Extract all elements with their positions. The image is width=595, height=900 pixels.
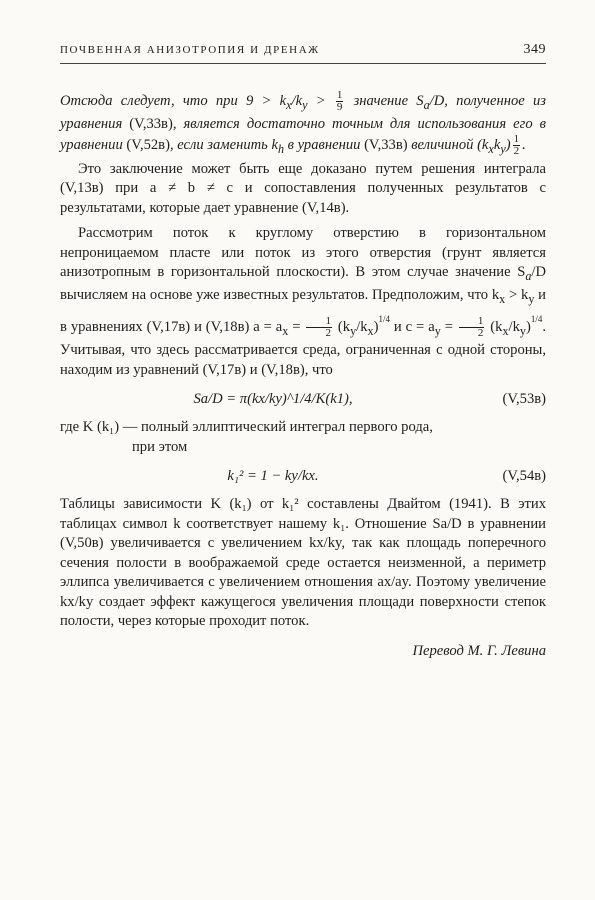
equation-v53-label: (V,53в) — [502, 391, 546, 408]
paragraph-proof: Это заключение может быть еще доказано путем решения интеграла (V,13в) при a ≠ b ≠ c и сопоставления полученных результатов с результатами, которые дает уравнение (V,14в). — [60, 160, 546, 216]
equation-v53-body: Sa/D = π(kx/ky)^1/4/K(k1), — [193, 391, 353, 408]
equation-v54 — [60, 463, 546, 489]
paragraph-conclusion: Отсюда следует, что при $9 > k_x/k_y$ > $\frac{1}{9}$ значение $S_a/D$, полученное из уравнения (V,33в), является достаточно точным для использования его в уравнении (V,52в), если заменить $k_h$ в уравнении (V,33в) величиной $(k_xk_y)$ $\frac{1}{2}$ . — [60, 88, 547, 158]
book-page — [60, 40, 546, 661]
translator-signature: Перевод М. Г. Левина — [412, 642, 546, 659]
equation-v53 — [60, 386, 546, 412]
page-number: 349 — [523, 42, 546, 57]
paragraph-tables: Таблицы зависимости K (k₁) от k₁² составлены Двайтом (1941). В этих таблицах символ k соответствует нашему k₁. Отношение Sa/D в уравнении (V,50в) увеличивается с увеличением kx/ky, так как площадь поперечного сечения полости в воображаемой среде остается неизменной, а периметр эллипса увеличивается с увеличением отношения ax/ay. Поэтому увеличение kx/ky создает эффект кажущегося увеличения площади поверхности степок полости, через которые проходит поток. — [60, 496, 546, 630]
running-title: ПОЧВЕННАЯ АНИЗОТРОПИЯ И ДРЕНАЖ — [60, 44, 320, 56]
where-line: где K (k₁) — полный эллиптический интеграл первого рода, — [60, 419, 433, 436]
running-header — [60, 40, 546, 64]
paragraph-circular-hole: Рассмотрим поток к круглому отверстию в горизонтальном непроницаемом пласте или поток из этого отверстия (грунт является анизотропным в горизонтальной плоскости). В этом случае значение $S_a/D$ вычисляем на основе уже известных результатов. Предположим, что $k_x > k_y$ и в уравнениях (V,17в) и (V,18в) $a = a_x$ = $\frac{1}{2}$ $(k_y/k_x)^{1/4}$ и $c = a_y$ = $\frac{1}{2}$ $(k_x/k_y)^{1/4}$. Учитывая, что здесь рассматривается среда, ограниченная с одной стороны, находим из уравнений (V,17в) и (V,18в), что — [60, 225, 547, 378]
exponent-one-half: $\frac{1}{2}$ — [513, 133, 520, 158]
fraction-one-half-a: $\frac{1}{2}$ — [306, 316, 332, 339]
fraction-one-ninth: $\frac{1}{9}$ — [336, 88, 343, 113]
equation-v54-body: k₁² = 1 − ky/kx. — [227, 468, 319, 485]
where-line-2: при этом — [132, 438, 188, 455]
fraction-one-half-c: $\frac{1}{2}$ — [459, 316, 485, 339]
equation-v54-label: (V,54в) — [502, 468, 546, 485]
